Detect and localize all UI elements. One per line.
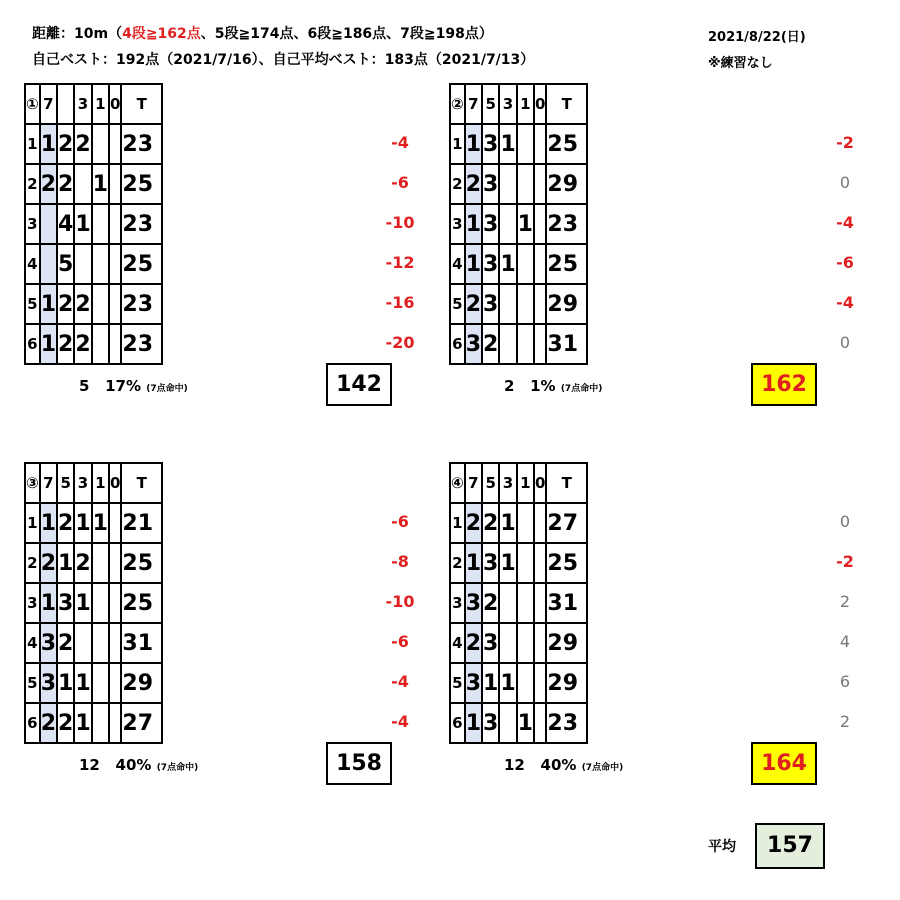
cumulative-diff: -16 — [385, 293, 415, 312]
score-count-cell: 1 — [40, 124, 57, 164]
score-count-cell — [517, 503, 534, 543]
seven-hit-stats — [79, 756, 198, 774]
round-label: ② — [450, 84, 465, 124]
table-row — [25, 324, 162, 364]
score-count-cell — [499, 583, 516, 623]
cumulative-diff: -6 — [836, 253, 854, 272]
column-header: 1 — [517, 84, 534, 124]
score-count-cell: 3 — [482, 124, 499, 164]
score-count-cell — [499, 284, 516, 324]
end-number: 2 — [25, 164, 40, 204]
cumulative-diff: -6 — [391, 173, 409, 192]
column-header: T — [546, 463, 587, 503]
score-count-cell — [534, 503, 546, 543]
score-count-cell — [499, 623, 516, 663]
score-count-cell — [534, 244, 546, 284]
cumulative-diff: 2 — [839, 592, 851, 611]
score-count-cell — [499, 703, 516, 743]
score-count-cell: 3 — [482, 543, 499, 583]
score-count-cell — [534, 623, 546, 663]
score-count-cell: 1 — [57, 663, 74, 703]
score-count-cell: 3 — [482, 703, 499, 743]
score-count-cell: 2 — [57, 703, 74, 743]
end-total-cell: 29 — [546, 663, 587, 703]
score-count-cell — [92, 623, 109, 663]
cumulative-diff: -4 — [391, 133, 409, 152]
score-count-cell — [109, 583, 121, 623]
end-total-cell: 31 — [121, 623, 162, 663]
score-count-cell — [74, 623, 91, 663]
score-count-cell: 1 — [92, 164, 109, 204]
score-count-cell: 2 — [482, 503, 499, 543]
score-count-cell: 3 — [465, 663, 482, 703]
column-header: 7 — [465, 463, 482, 503]
score-count-cell: 1 — [40, 503, 57, 543]
end-total-cell: 25 — [121, 583, 162, 623]
score-count-cell — [109, 204, 121, 244]
end-number: 4 — [25, 244, 40, 284]
round-label: ① — [25, 84, 40, 124]
end-total-cell: 23 — [121, 324, 162, 364]
average-score: 157 — [755, 823, 825, 869]
score-count-cell — [109, 324, 121, 364]
end-number: 4 — [25, 623, 40, 663]
header-4dan-threshold: 4段≧162点 — [122, 26, 201, 42]
score-count-cell — [534, 663, 546, 703]
score-count-cell: 1 — [40, 284, 57, 324]
score-count-cell: 2 — [465, 623, 482, 663]
score-count-cell: 3 — [482, 244, 499, 284]
score-count-cell: 3 — [40, 623, 57, 663]
table-row — [450, 703, 587, 743]
table-row — [25, 503, 162, 543]
table-row — [450, 204, 587, 244]
column-header: T — [121, 84, 162, 124]
column-header: 3 — [499, 463, 516, 503]
cumulative-diff: -4 — [836, 293, 854, 312]
score-table — [24, 462, 163, 744]
table-row — [25, 543, 162, 583]
score-count-cell — [534, 324, 546, 364]
table-row — [450, 543, 587, 583]
score-count-cell: 2 — [74, 124, 91, 164]
score-count-cell: 1 — [517, 204, 534, 244]
score-count-cell — [109, 543, 121, 583]
end-number: 6 — [25, 324, 40, 364]
end-total-cell: 29 — [546, 284, 587, 324]
score-count-cell: 2 — [74, 543, 91, 583]
score-count-cell — [92, 124, 109, 164]
seven-hit-percent: 17% — [105, 377, 142, 395]
column-header: 7 — [465, 84, 482, 124]
score-count-cell — [499, 324, 516, 364]
cumulative-diff: 0 — [839, 173, 851, 192]
score-count-cell — [40, 244, 57, 284]
end-total-cell: 21 — [121, 503, 162, 543]
end-number: 3 — [25, 204, 40, 244]
score-count-cell: 3 — [482, 284, 499, 324]
score-count-cell — [92, 543, 109, 583]
cumulative-diff: -2 — [836, 552, 854, 571]
score-count-cell: 1 — [74, 503, 91, 543]
seven-hit-percent: 40% — [115, 756, 152, 774]
seven-hit-stats — [79, 377, 188, 395]
header-line-2 — [32, 50, 534, 70]
score-count-cell — [517, 284, 534, 324]
end-number: 1 — [25, 124, 40, 164]
end-total-cell: 23 — [546, 703, 587, 743]
column-header — [57, 84, 74, 124]
seven-hit-note: (7点命中) — [156, 763, 199, 773]
score-count-cell: 1 — [465, 703, 482, 743]
end-total-cell: 25 — [546, 543, 587, 583]
score-count-cell — [499, 204, 516, 244]
cumulative-diff: 0 — [839, 512, 851, 531]
table-row — [450, 663, 587, 703]
cumulative-diff: 6 — [839, 672, 851, 691]
end-number: 1 — [25, 503, 40, 543]
session-date: 2021/8/22(日) — [708, 30, 806, 45]
seven-hit-count: 12 — [504, 756, 525, 774]
seven-hit-stats — [504, 377, 602, 395]
end-total-cell: 25 — [121, 164, 162, 204]
score-count-cell — [499, 164, 516, 204]
cumulative-diff: -4 — [391, 712, 409, 731]
end-number: 6 — [450, 703, 465, 743]
score-count-cell — [517, 583, 534, 623]
seven-hit-percent: 40% — [540, 756, 577, 774]
column-header: T — [121, 463, 162, 503]
score-count-cell: 2 — [482, 583, 499, 623]
end-number: 6 — [450, 324, 465, 364]
score-table — [449, 462, 588, 744]
score-count-cell: 1 — [74, 583, 91, 623]
score-count-cell: 1 — [499, 124, 516, 164]
column-header: 0 — [109, 84, 121, 124]
score-count-cell — [534, 204, 546, 244]
score-count-cell: 1 — [482, 663, 499, 703]
end-total-cell: 29 — [121, 663, 162, 703]
end-number: 2 — [25, 543, 40, 583]
score-table — [449, 83, 588, 365]
table-row — [25, 164, 162, 204]
table-row — [25, 583, 162, 623]
table-header-row — [25, 463, 162, 503]
score-count-cell — [109, 623, 121, 663]
end-total-cell: 25 — [546, 244, 587, 284]
seven-hit-count: 5 — [79, 377, 90, 395]
table-row — [450, 324, 587, 364]
seven-hit-stats — [504, 756, 623, 774]
score-count-cell — [92, 284, 109, 324]
column-header: T — [546, 84, 587, 124]
score-count-cell: 2 — [57, 284, 74, 324]
score-count-cell — [534, 583, 546, 623]
end-total-cell: 31 — [546, 324, 587, 364]
end-total-cell: 23 — [546, 204, 587, 244]
score-count-cell — [109, 703, 121, 743]
column-header: 7 — [40, 84, 57, 124]
score-count-cell: 2 — [57, 503, 74, 543]
end-number: 3 — [450, 583, 465, 623]
table-header-row — [450, 463, 587, 503]
table-row — [25, 623, 162, 663]
score-count-cell: 2 — [74, 324, 91, 364]
cumulative-diff: -6 — [391, 512, 409, 531]
cumulative-diff: 4 — [839, 632, 851, 651]
seven-hit-note: (7点命中) — [581, 763, 624, 773]
score-count-cell — [517, 124, 534, 164]
table-row — [25, 284, 162, 324]
score-count-cell — [92, 244, 109, 284]
score-count-cell — [92, 204, 109, 244]
score-count-cell — [534, 164, 546, 204]
score-count-cell: 1 — [465, 124, 482, 164]
score-count-cell: 1 — [499, 543, 516, 583]
cumulative-diff: -10 — [385, 592, 415, 611]
score-count-cell — [517, 663, 534, 703]
score-count-cell — [109, 124, 121, 164]
score-count-cell: 5 — [57, 244, 74, 284]
score-count-cell — [109, 244, 121, 284]
score-count-cell: 1 — [74, 703, 91, 743]
score-count-cell: 2 — [57, 623, 74, 663]
cumulative-diff: -6 — [391, 632, 409, 651]
end-total-cell: 27 — [121, 703, 162, 743]
score-count-cell — [92, 663, 109, 703]
cumulative-diff: -4 — [836, 213, 854, 232]
score-count-cell: 1 — [465, 244, 482, 284]
score-count-cell — [92, 703, 109, 743]
score-count-cell — [109, 164, 121, 204]
score-count-cell: 1 — [40, 324, 57, 364]
score-count-cell — [109, 663, 121, 703]
table-row — [450, 623, 587, 663]
score-count-cell — [517, 244, 534, 284]
score-count-cell: 1 — [499, 244, 516, 284]
score-count-cell — [517, 623, 534, 663]
table-row — [25, 244, 162, 284]
end-total-cell: 25 — [121, 244, 162, 284]
score-count-cell: 4 — [57, 204, 74, 244]
cumulative-diff: -10 — [385, 213, 415, 232]
column-header: 5 — [482, 84, 499, 124]
column-header: 1 — [92, 84, 109, 124]
cumulative-diff: 2 — [839, 712, 851, 731]
score-count-cell: 3 — [465, 324, 482, 364]
score-count-cell: 1 — [74, 204, 91, 244]
score-count-cell — [109, 503, 121, 543]
end-total-cell: 23 — [121, 284, 162, 324]
score-count-cell: 2 — [40, 164, 57, 204]
seven-hit-count: 2 — [504, 377, 515, 395]
end-number: 5 — [450, 663, 465, 703]
table-row — [450, 583, 587, 623]
score-count-cell: 1 — [57, 543, 74, 583]
session-note: ※練習なし — [708, 56, 773, 71]
end-number: 1 — [450, 503, 465, 543]
header-personal-best: 自己ベスト：192点（2021/7/16）、自己平均ベスト：183点（2021/7/13） — [32, 52, 535, 68]
score-count-cell: 1 — [40, 583, 57, 623]
score-count-cell — [534, 703, 546, 743]
round-total: 162 — [751, 363, 817, 406]
end-number: 4 — [450, 623, 465, 663]
score-count-cell: 1 — [499, 503, 516, 543]
score-count-cell: 2 — [40, 703, 57, 743]
end-total-cell: 23 — [121, 124, 162, 164]
score-count-cell: 2 — [74, 284, 91, 324]
score-count-cell — [534, 543, 546, 583]
score-count-cell: 3 — [482, 623, 499, 663]
average-label: 平均 — [708, 839, 736, 855]
column-header: 0 — [109, 463, 121, 503]
table-row — [450, 124, 587, 164]
end-number: 4 — [450, 244, 465, 284]
score-count-cell: 1 — [465, 204, 482, 244]
table-row — [25, 703, 162, 743]
score-count-cell — [517, 324, 534, 364]
score-count-cell — [92, 324, 109, 364]
score-count-cell — [517, 543, 534, 583]
table-row — [25, 124, 162, 164]
column-header: 3 — [499, 84, 516, 124]
score-count-cell: 2 — [57, 324, 74, 364]
header-line-1 — [32, 24, 493, 44]
seven-hit-count: 12 — [79, 756, 100, 774]
score-count-cell — [517, 164, 534, 204]
table-row — [25, 204, 162, 244]
table-header-row — [25, 84, 162, 124]
seven-hit-note: (7点命中) — [146, 384, 188, 394]
round-label: ③ — [25, 463, 40, 503]
cumulative-diff: -4 — [391, 672, 409, 691]
table-row — [450, 503, 587, 543]
end-total-cell: 25 — [546, 124, 587, 164]
column-header: 7 — [40, 463, 57, 503]
round-total: 158 — [326, 742, 392, 785]
score-count-cell — [74, 244, 91, 284]
end-number: 2 — [450, 543, 465, 583]
header-distance: 距離：10m（ — [32, 26, 123, 42]
end-total-cell: 23 — [121, 204, 162, 244]
score-table — [24, 83, 163, 365]
cumulative-diff: -2 — [836, 133, 854, 152]
score-count-cell: 3 — [57, 583, 74, 623]
seven-hit-note: (7点命中) — [560, 384, 603, 394]
column-header: 0 — [534, 463, 546, 503]
cumulative-diff: -20 — [385, 333, 415, 352]
header-other-thresholds: 、5段≧174点、6段≧186点、7段≧198点） — [200, 26, 493, 42]
end-number: 6 — [25, 703, 40, 743]
score-count-cell: 2 — [57, 164, 74, 204]
score-count-cell — [109, 284, 121, 324]
table-row — [450, 164, 587, 204]
column-header: 1 — [92, 463, 109, 503]
score-count-cell: 3 — [482, 204, 499, 244]
score-count-cell: 2 — [57, 124, 74, 164]
seven-hit-percent: 1% — [530, 377, 556, 395]
score-count-cell: 1 — [517, 703, 534, 743]
score-count-cell — [534, 124, 546, 164]
score-count-cell: 3 — [40, 663, 57, 703]
column-header: 3 — [74, 463, 91, 503]
score-count-cell: 1 — [499, 663, 516, 703]
round-label: ④ — [450, 463, 465, 503]
end-total-cell: 29 — [546, 164, 587, 204]
end-number: 5 — [25, 284, 40, 324]
end-number: 2 — [450, 164, 465, 204]
column-header: 1 — [517, 463, 534, 503]
score-count-cell: 2 — [482, 324, 499, 364]
score-count-cell: 2 — [40, 543, 57, 583]
cumulative-diff: -8 — [391, 552, 409, 571]
column-header: 5 — [57, 463, 74, 503]
score-count-cell — [534, 284, 546, 324]
score-count-cell: 2 — [465, 503, 482, 543]
end-total-cell: 29 — [546, 623, 587, 663]
end-number: 5 — [450, 284, 465, 324]
score-count-cell — [92, 583, 109, 623]
table-header-row — [450, 84, 587, 124]
column-header: 5 — [482, 463, 499, 503]
score-count-cell — [74, 164, 91, 204]
score-count-cell: 2 — [465, 284, 482, 324]
cumulative-diff: -12 — [385, 253, 415, 272]
end-total-cell: 31 — [546, 583, 587, 623]
table-row — [25, 663, 162, 703]
score-count-cell: 2 — [465, 164, 482, 204]
cumulative-diff: 0 — [839, 333, 851, 352]
end-number: 3 — [25, 583, 40, 623]
column-header: 3 — [74, 84, 91, 124]
round-total: 142 — [326, 363, 392, 406]
column-header: 0 — [534, 84, 546, 124]
score-count-cell: 1 — [465, 543, 482, 583]
end-number: 1 — [450, 124, 465, 164]
score-count-cell: 1 — [74, 663, 91, 703]
end-number: 3 — [450, 204, 465, 244]
round-total: 164 — [751, 742, 817, 785]
score-count-cell: 3 — [482, 164, 499, 204]
end-total-cell: 27 — [546, 503, 587, 543]
end-number: 5 — [25, 663, 40, 703]
end-total-cell: 25 — [121, 543, 162, 583]
score-count-cell: 1 — [92, 503, 109, 543]
score-count-cell — [40, 204, 57, 244]
table-row — [450, 244, 587, 284]
table-row — [450, 284, 587, 324]
score-count-cell: 3 — [465, 583, 482, 623]
